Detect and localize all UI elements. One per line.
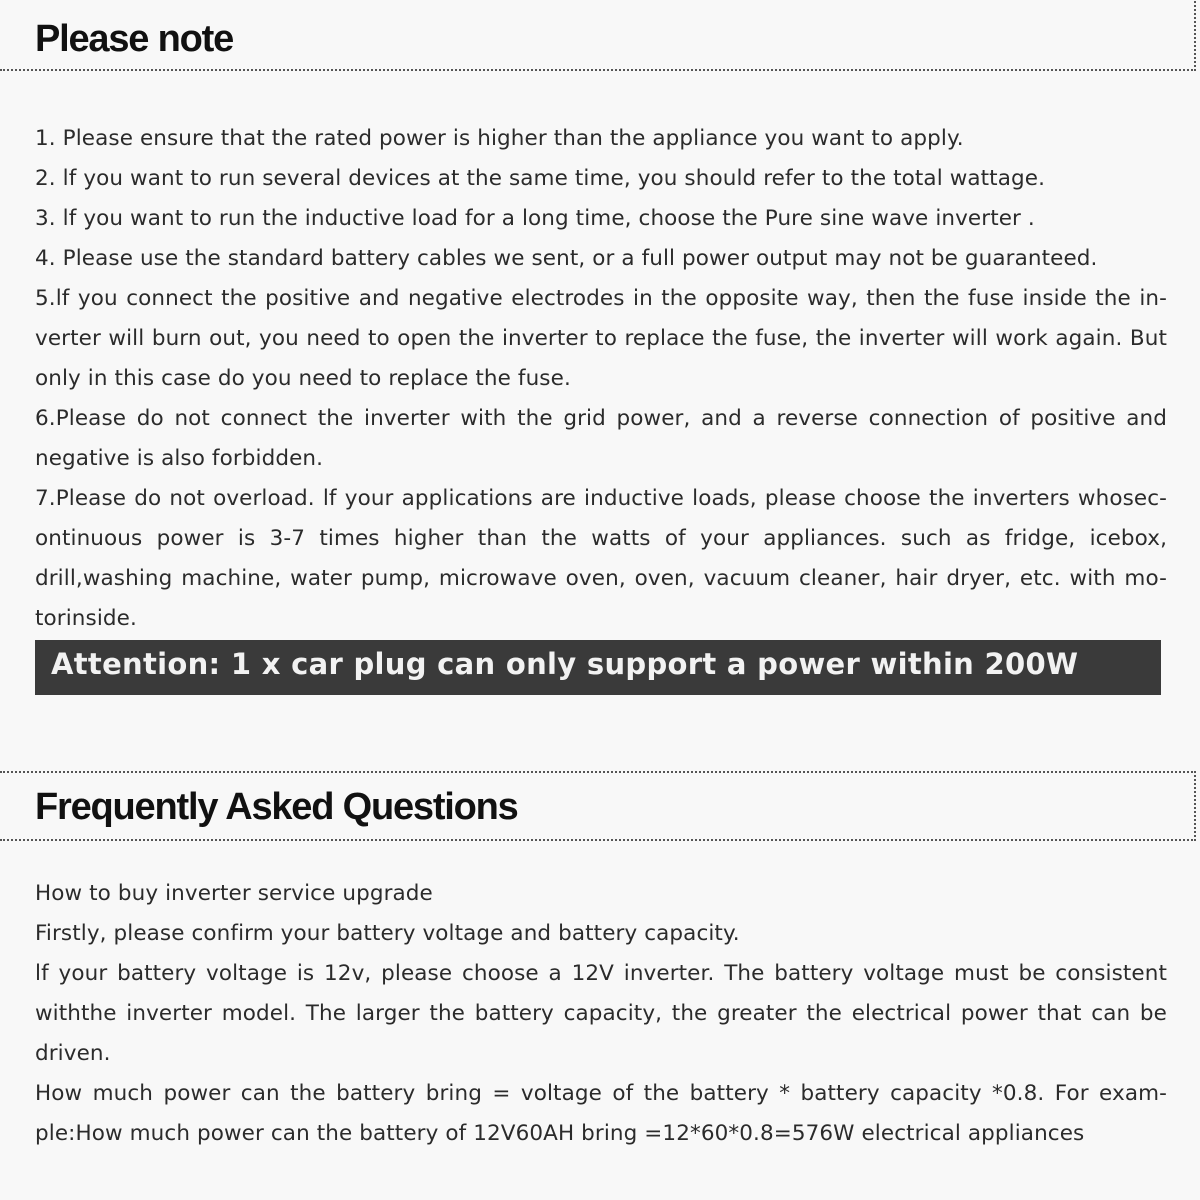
faq-paragraph-3: How much power can the battery bring = voltage of the battery * battery capacity *0.8. For exam-ple:How much power can the battery of 12V60AH bring =12*60*0.8=576W electrical appliances bbox=[35, 1081, 1167, 1146]
attention-banner: Attention: 1 x car plug can only support a power within 200W bbox=[35, 640, 1161, 695]
faq-paragraph-2: lf your battery voltage is 12v, please choose a 12V inverter. The battery voltage must be consistent withthe inverter model. The larger the battery capacity, the greater the electrical power that can be driven. bbox=[35, 961, 1167, 1066]
note-item-7: 7.Please do not overload. lf your applications are inductive loads, please choose the inverters whosec-ontinuous power is 3-7 times higher than the watts of your appliances. such as fridge, icebox, drill,washing machine, water pump, microwave oven, oven, vacuum cleaner, hair dryer, etc. with mo-torinside. bbox=[35, 486, 1167, 631]
please-note-title: Please note bbox=[35, 18, 234, 60]
faq-paragraph-1: Firstly, please confirm your battery voltage and battery capacity. bbox=[35, 921, 740, 946]
faq-content bbox=[35, 874, 1167, 1154]
note-item-4: 4. Please use the standard battery cables we sent, or a full power output may not be guaranteed. bbox=[35, 246, 1098, 271]
faq-question: How to buy inverter service upgrade bbox=[35, 881, 433, 906]
note-item-5: 5.lf you connect the positive and negative electrodes in the opposite way, then the fuse inside the in-verter will burn out, you need to open the inverter to replace the fuse, the inverter will work again. But only in this case do you need to replace the fuse. bbox=[35, 286, 1167, 391]
note-item-6: 6.Please do not connect the inverter with the grid power, and a reverse connection of positive and negative is also forbidden. bbox=[35, 406, 1167, 471]
note-item-3: 3. lf you want to run the inductive load for a long time, choose the Pure sine wave inverter . bbox=[35, 206, 1035, 231]
note-item-2: 2. lf you want to run several devices at the same time, you should refer to the total wattage. bbox=[35, 166, 1045, 191]
note-item-1: 1. Please ensure that the rated power is higher than the appliance you want to apply. bbox=[35, 126, 964, 151]
faq-header bbox=[0, 771, 1196, 841]
please-note-header bbox=[0, 0, 1196, 71]
faq-title: Frequently Asked Questions bbox=[35, 786, 518, 828]
notes-list bbox=[35, 119, 1167, 639]
